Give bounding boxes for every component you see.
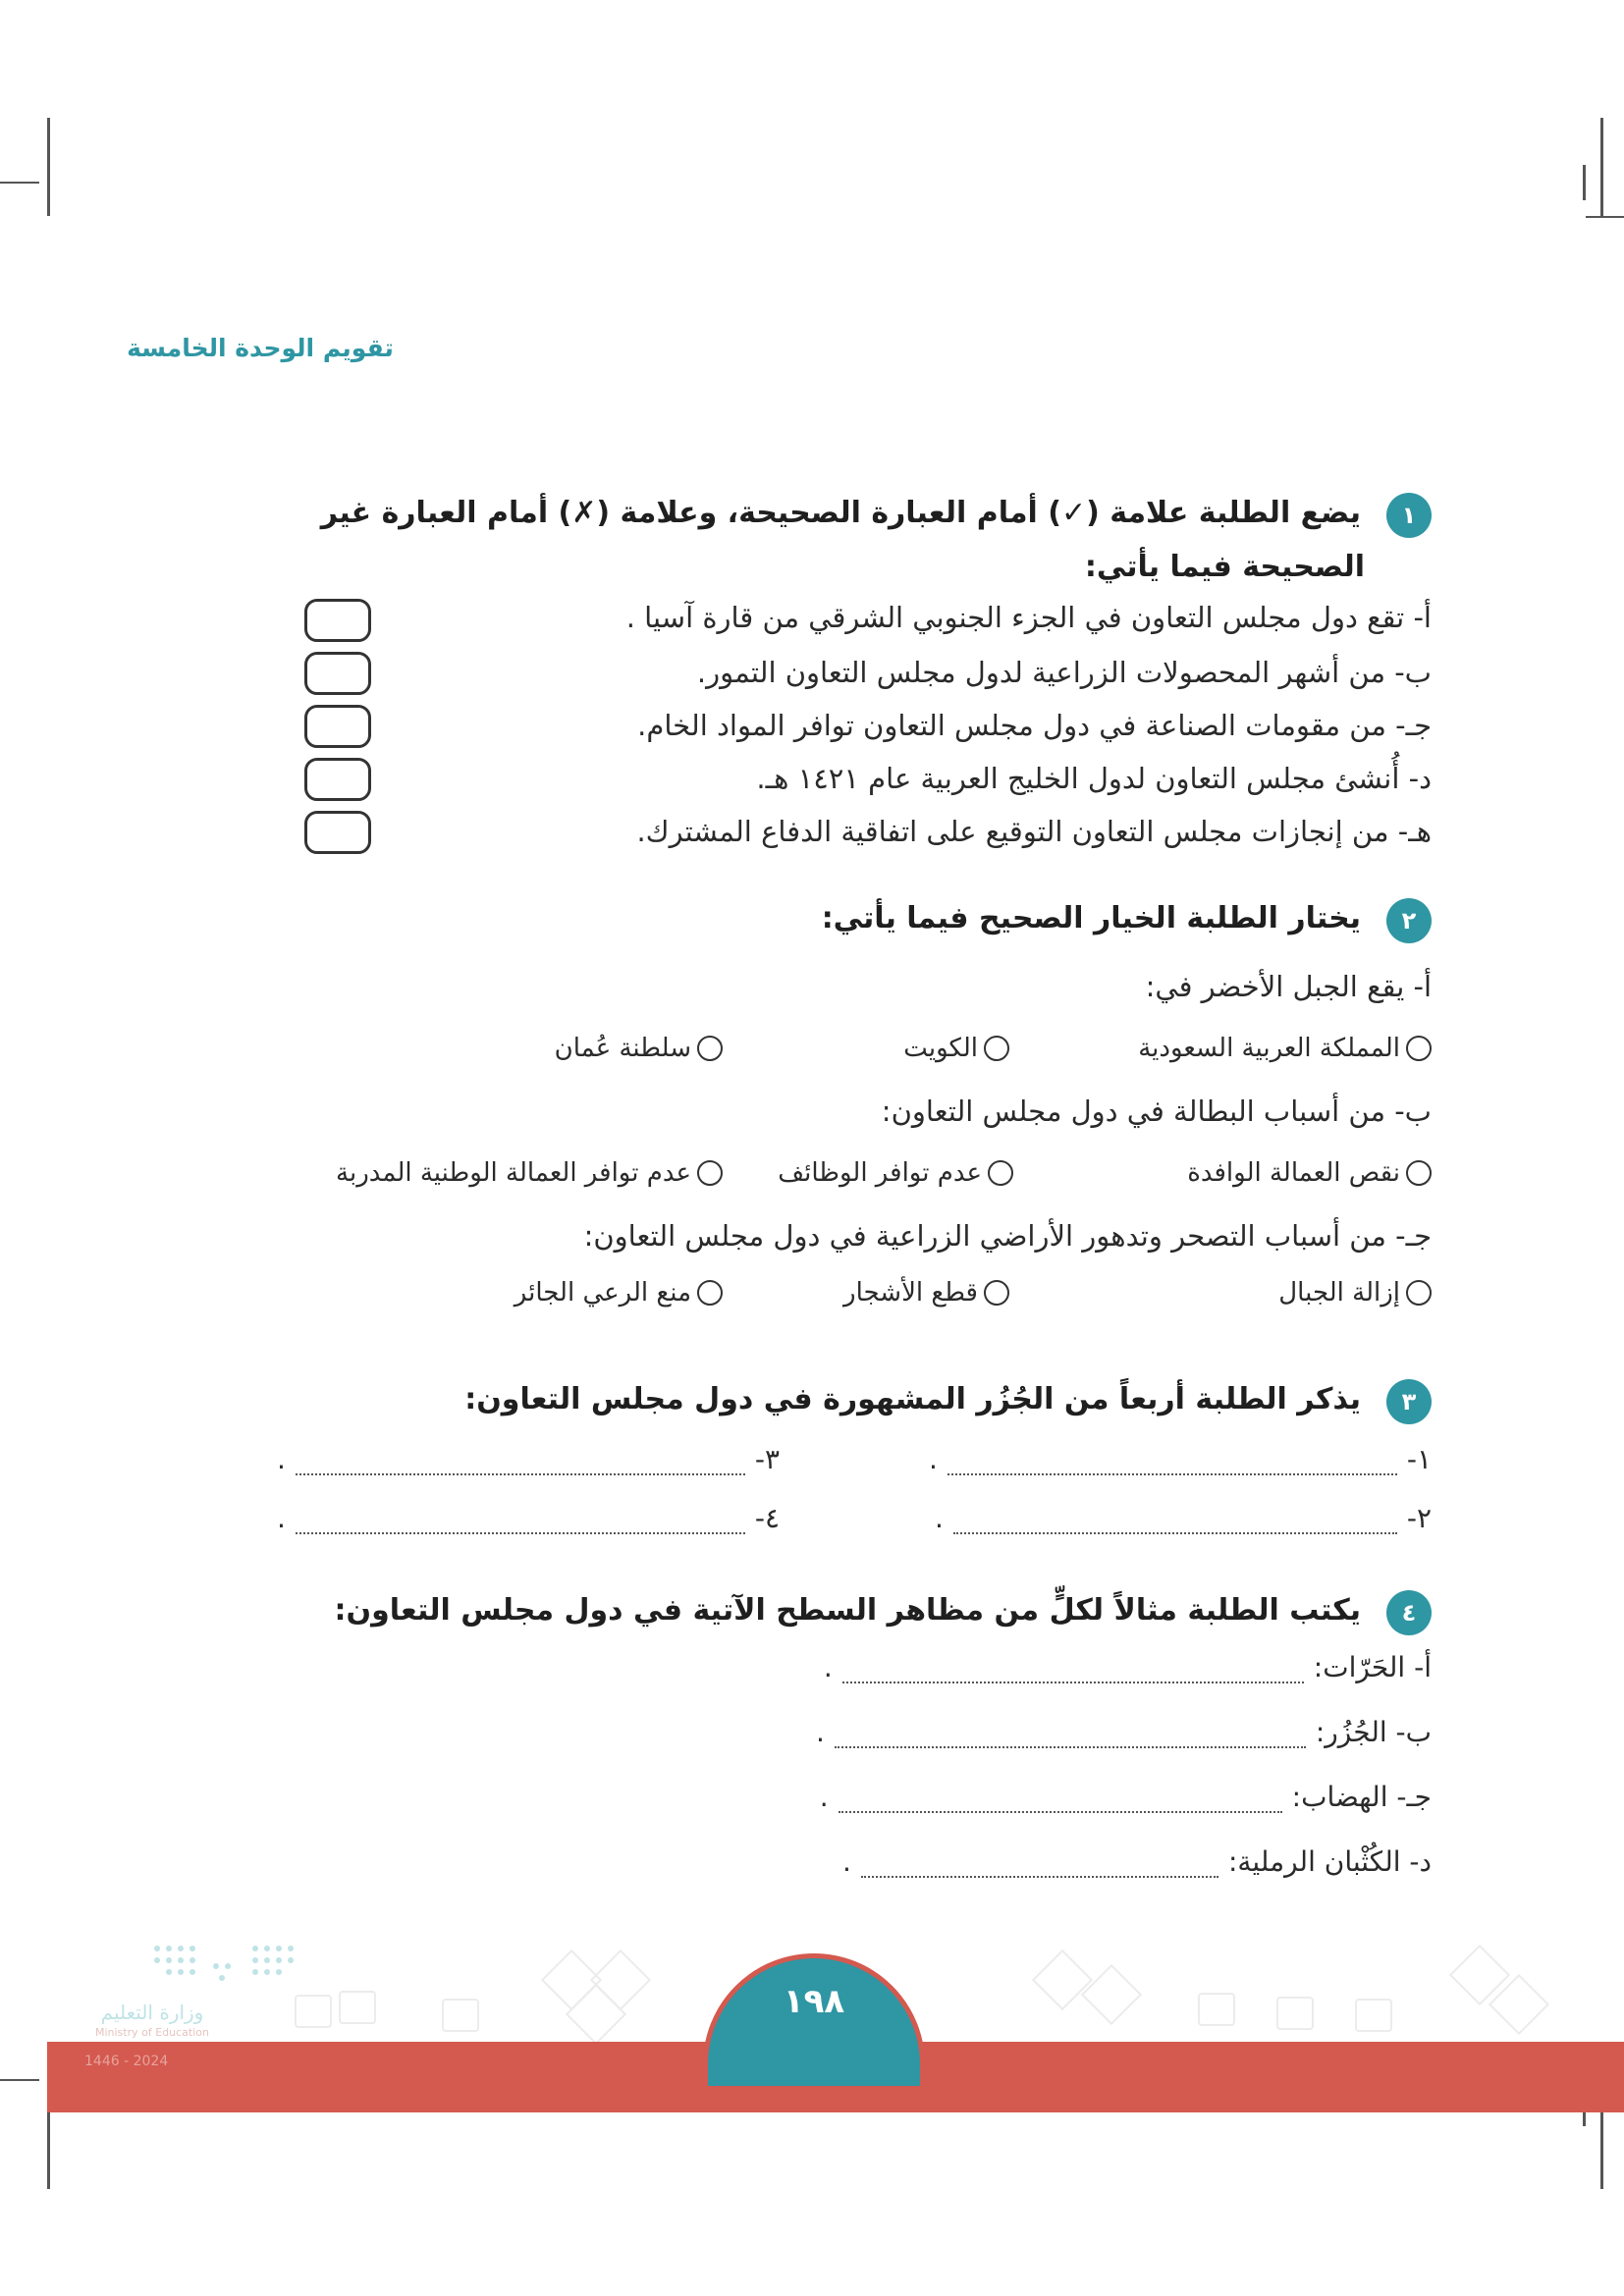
radio-circle-icon[interactable] xyxy=(984,1036,1009,1061)
ministry-logo-icon xyxy=(147,1939,304,1998)
radio-circle-icon[interactable] xyxy=(1406,1280,1432,1306)
statement-item: د- أُنشئ مجلس التعاون لدول الخليج العربية عام ١٤٢١ هـ. xyxy=(756,762,1432,795)
decor-square xyxy=(442,1999,479,2032)
answer-box[interactable] xyxy=(304,811,371,854)
answer-line[interactable]: ١- . xyxy=(928,1443,1432,1475)
question-number-badge: ٢ xyxy=(1386,898,1432,943)
answer-line[interactable]: ٣- . xyxy=(276,1443,780,1475)
ministry-logo-subtext: Ministry of Education xyxy=(94,2026,209,2039)
statement-item: هـ- من إنجازات مجلس التعاون التوقيع على اتفاقية الدفاع المشترك. xyxy=(636,815,1432,848)
option-choice[interactable]: نقص العمالة الوافدة xyxy=(1187,1158,1432,1188)
answer-line[interactable]: ٤- . xyxy=(276,1502,780,1534)
option-choice[interactable]: المملكة العربية السعودية xyxy=(1138,1034,1432,1063)
answer-line[interactable]: ٢- . xyxy=(934,1502,1432,1534)
crop-mark xyxy=(1600,118,1603,216)
crop-mark xyxy=(0,2079,39,2081)
decor-diamond xyxy=(1081,1964,1142,2025)
question-stem: أ- يقع الجبل الأخضر في: xyxy=(1145,970,1432,1003)
decor-square xyxy=(295,1995,332,2028)
option-choice[interactable]: منع الرعي الجائر xyxy=(514,1278,723,1308)
radio-circle-icon[interactable] xyxy=(988,1160,1013,1186)
answer-line[interactable]: أ- الحَرّات: . xyxy=(823,1651,1432,1683)
crop-mark xyxy=(1583,165,1586,200)
ministry-logo-text: وزارة التعليم xyxy=(100,2001,204,2024)
answer-box[interactable] xyxy=(304,599,371,642)
question-title: يختار الطلبة الخيار الصحيح فيما يأتي: xyxy=(821,901,1361,935)
option-choice[interactable]: عدم توافر الوظائف xyxy=(778,1158,1013,1188)
section-title: تقويم الوحدة الخامسة xyxy=(127,334,394,362)
statement-item: ب- من أشهر المحصولات الزراعية لدول مجلس التعاون التمور. xyxy=(696,656,1432,689)
decor-diamond xyxy=(1032,1949,1093,2010)
option-choice[interactable]: الكويت xyxy=(903,1034,1009,1063)
answer-box[interactable] xyxy=(304,705,371,748)
question-title-continued: الصحيحة فيما يأتي: xyxy=(1084,550,1365,584)
statement-item: جـ- من مقومات الصناعة في دول مجلس التعاون توافر المواد الخام. xyxy=(637,709,1432,742)
footer-year: 2024 - 1446 xyxy=(84,2054,169,2069)
radio-circle-icon[interactable] xyxy=(1406,1036,1432,1061)
question-title: يضع الطلبة علامة (✓) أمام العبارة الصحيحة، وعلامة (✗) أمام العبارة غير xyxy=(320,496,1361,530)
page-number: ١٩٨ xyxy=(783,1982,845,2021)
question-title: يكتب الطلبة مثالاً لكلٍّ من مظاهر السطح الآتية في دول مجلس التعاون: xyxy=(334,1593,1361,1628)
question-number-badge: ٤ xyxy=(1386,1590,1432,1635)
question-stem: جـ- من أسباب التصحر وتدهور الأراضي الزراعية في دول مجلس التعاون: xyxy=(583,1219,1432,1253)
decor-square xyxy=(1276,1997,1314,2030)
answer-line[interactable]: د- الكُثْبان الرملية: . xyxy=(842,1845,1432,1878)
statement-item: أ- تقع دول مجلس التعاون في الجزء الجنوبي الشرقي من قارة آسيا . xyxy=(625,601,1432,634)
radio-circle-icon[interactable] xyxy=(697,1280,723,1306)
question-title: يذكر الطلبة أربعاً من الجُزُر المشهورة في دول مجلس التعاون: xyxy=(464,1382,1361,1416)
question-stem: ب- من أسباب البطالة في دول مجلس التعاون: xyxy=(881,1095,1432,1128)
answer-line[interactable]: جـ- الهضاب: . xyxy=(819,1781,1432,1813)
decor-square xyxy=(1355,1999,1392,2032)
answer-box[interactable] xyxy=(304,652,371,695)
page-number-tab xyxy=(703,1953,925,2091)
radio-circle-icon[interactable] xyxy=(697,1160,723,1186)
answer-box[interactable] xyxy=(304,758,371,801)
option-choice[interactable]: قطع الأشجار xyxy=(843,1278,1009,1308)
radio-circle-icon[interactable] xyxy=(1406,1160,1432,1186)
question-number-badge: ٣ xyxy=(1386,1379,1432,1424)
option-choice[interactable]: سلطنة عُمان xyxy=(555,1034,723,1063)
radio-circle-icon[interactable] xyxy=(984,1280,1009,1306)
question-number-badge: ١ xyxy=(1386,493,1432,538)
option-choice[interactable]: عدم توافر العمالة الوطنية المدربة xyxy=(336,1158,723,1188)
crop-mark xyxy=(0,182,39,184)
option-choice[interactable]: إزالة الجبال xyxy=(1278,1278,1432,1308)
decor-square xyxy=(1198,1993,1235,2026)
answer-line[interactable]: ب- الجُزُر: . xyxy=(815,1716,1432,1748)
crop-mark xyxy=(1586,216,1624,218)
crop-mark xyxy=(47,118,50,216)
radio-circle-icon[interactable] xyxy=(697,1036,723,1061)
decor-square xyxy=(339,1991,376,2024)
